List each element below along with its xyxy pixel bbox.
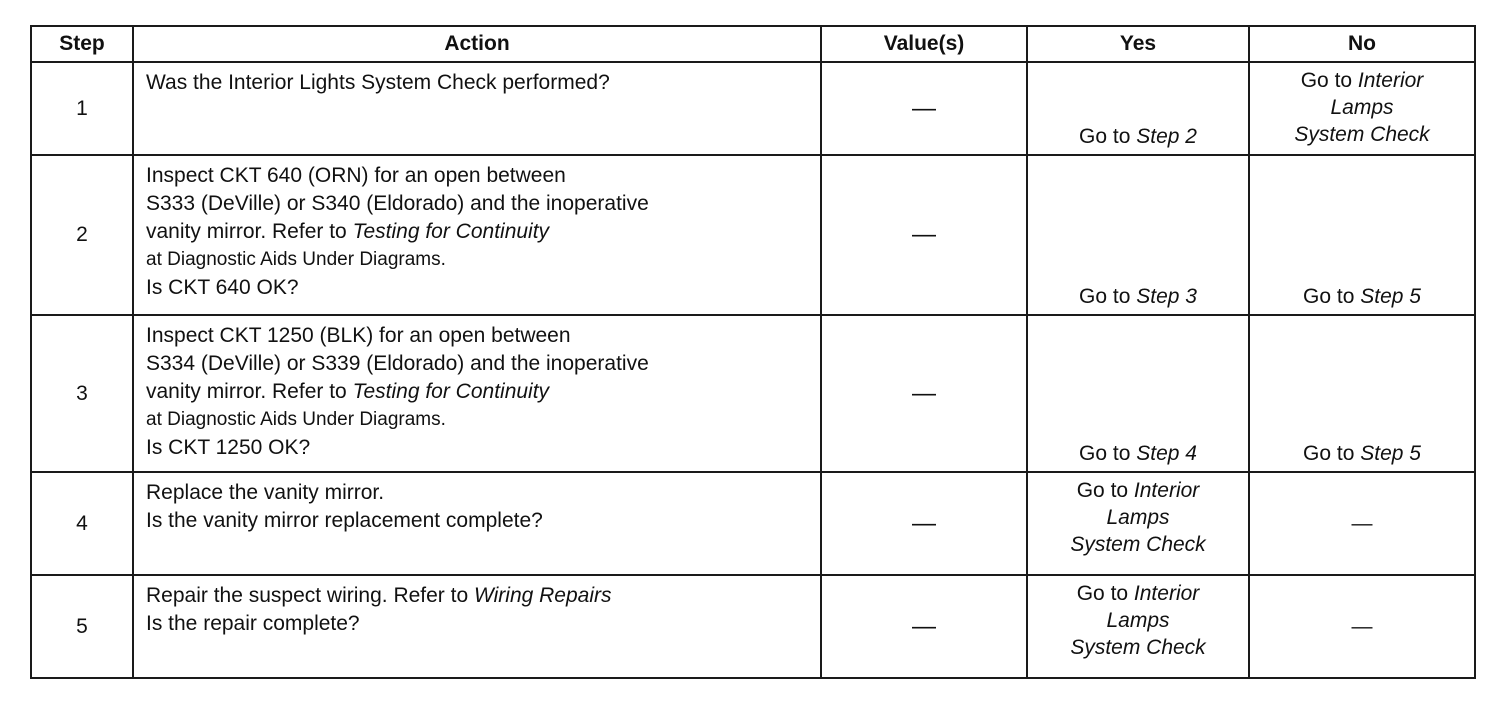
action-line	[146, 69, 808, 97]
reference-text: System Check	[1070, 533, 1206, 556]
line-text: at Diagnostic Aids Under Diagrams.	[146, 249, 446, 270]
action-line	[146, 378, 808, 406]
line-text: at Diagnostic Aids Under Diagrams.	[146, 409, 446, 430]
value-cell: —	[821, 575, 1027, 678]
header-row	[31, 26, 1475, 62]
line-text: Repair the suspect wiring. Refer to	[146, 584, 474, 607]
line-text: Go to	[1079, 125, 1137, 148]
reference-text: System Check	[1294, 123, 1430, 146]
reference-text: Interior	[1357, 69, 1424, 92]
reference-text: Interior	[1133, 479, 1200, 502]
yes-cell	[1027, 575, 1249, 678]
yes-cell	[1027, 62, 1249, 155]
step-number: 5	[31, 575, 133, 678]
line-text: —	[1351, 615, 1373, 638]
action-line	[146, 246, 808, 274]
yes-cell	[1027, 315, 1249, 472]
reference-text: System Check	[1070, 636, 1206, 659]
yes-line	[1028, 477, 1248, 504]
value-cell: —	[821, 155, 1027, 315]
line-text: vanity mirror. Refer to	[146, 380, 353, 403]
action-line	[146, 162, 808, 190]
value-cell: —	[821, 315, 1027, 472]
action-line	[146, 582, 808, 610]
yes-line	[1028, 580, 1248, 607]
action-cell	[133, 575, 821, 678]
line-text: Go to	[1303, 442, 1361, 465]
yes-cell	[1027, 155, 1249, 315]
line-text: Go to	[1076, 479, 1134, 502]
header-no: No	[1249, 26, 1475, 62]
yes-cell	[1027, 472, 1249, 575]
step-number: 2	[31, 155, 133, 315]
step-number: 1	[31, 62, 133, 155]
action-line	[146, 507, 808, 535]
reference-text: Wiring Repairs	[473, 584, 612, 607]
step-number: 3	[31, 315, 133, 472]
header-yes: Yes	[1027, 26, 1249, 62]
action-line	[146, 322, 808, 350]
action-line	[146, 350, 808, 378]
line-text: Is CKT 1250 OK?	[146, 436, 311, 459]
table-row	[31, 155, 1475, 315]
table-row	[31, 472, 1475, 575]
no-cell	[1249, 315, 1475, 472]
action-line	[146, 218, 808, 246]
yes-line	[1028, 634, 1248, 661]
reference-text: Testing for Continuity	[352, 220, 550, 243]
no-cell	[1249, 155, 1475, 315]
action-cell	[133, 62, 821, 155]
value-cell: —	[821, 472, 1027, 575]
line-text: vanity mirror. Refer to	[146, 220, 353, 243]
action-cell	[133, 472, 821, 575]
reference-text: Step 4	[1136, 442, 1197, 465]
action-line	[146, 434, 808, 462]
action-cell	[133, 315, 821, 472]
table-row	[31, 62, 1475, 155]
line-text: Was the Interior Lights System Check performed?	[146, 71, 610, 94]
no-line	[1250, 510, 1474, 537]
line-text: S333 (DeVille) or S340 (Eldorado) and the inoperative	[146, 192, 649, 215]
yes-line	[1028, 607, 1248, 634]
line-text: Inspect CKT 640 (ORN) for an open between	[146, 164, 566, 187]
line-text: Is CKT 640 OK?	[146, 276, 299, 299]
line-text: Replace the vanity mirror.	[146, 481, 385, 504]
line-text: Go to	[1079, 442, 1137, 465]
line-text: Is the vanity mirror replacement complete?	[146, 509, 543, 532]
no-line	[1250, 67, 1474, 94]
no-cell	[1249, 575, 1475, 678]
action-cell	[133, 155, 821, 315]
yes-line	[1028, 123, 1248, 150]
line-text: Go to	[1303, 285, 1361, 308]
yes-line	[1028, 440, 1248, 467]
value-cell: —	[821, 62, 1027, 155]
header-values: Value(s)	[821, 26, 1027, 62]
table-row	[31, 315, 1475, 472]
reference-text: Lamps	[1330, 96, 1394, 119]
line-text: Go to	[1300, 69, 1358, 92]
yes-line	[1028, 504, 1248, 531]
reference-text: Lamps	[1106, 506, 1170, 529]
line-text: Go to	[1076, 582, 1134, 605]
no-line	[1250, 94, 1474, 121]
header-step: Step	[31, 26, 133, 62]
line-text: Go to	[1079, 285, 1137, 308]
reference-text: Step 5	[1360, 442, 1421, 465]
action-line	[146, 406, 808, 434]
line-text: Is the repair complete?	[146, 612, 360, 635]
no-cell	[1249, 472, 1475, 575]
no-line	[1250, 121, 1474, 148]
action-line	[146, 190, 808, 218]
line-text: S334 (DeVille) or S339 (Eldorado) and the inoperative	[146, 352, 649, 375]
action-line	[146, 610, 808, 638]
yes-line	[1028, 283, 1248, 310]
line-text: Inspect CKT 1250 (BLK) for an open between	[146, 324, 571, 347]
reference-text: Step 2	[1136, 125, 1197, 148]
header-action: Action	[133, 26, 821, 62]
no-line	[1250, 283, 1474, 310]
reference-text: Step 3	[1136, 285, 1197, 308]
step-number: 4	[31, 472, 133, 575]
reference-text: Interior	[1133, 582, 1200, 605]
line-text: —	[1351, 512, 1373, 535]
reference-text: Step 5	[1360, 285, 1421, 308]
action-line	[146, 274, 808, 302]
no-line	[1250, 440, 1474, 467]
reference-text: Testing for Continuity	[352, 380, 550, 403]
no-line	[1250, 613, 1474, 640]
table-row	[31, 575, 1475, 678]
reference-text: Lamps	[1106, 609, 1170, 632]
action-line	[146, 479, 808, 507]
no-cell	[1249, 62, 1475, 155]
diagnostic-table	[30, 25, 1476, 679]
yes-line	[1028, 531, 1248, 558]
